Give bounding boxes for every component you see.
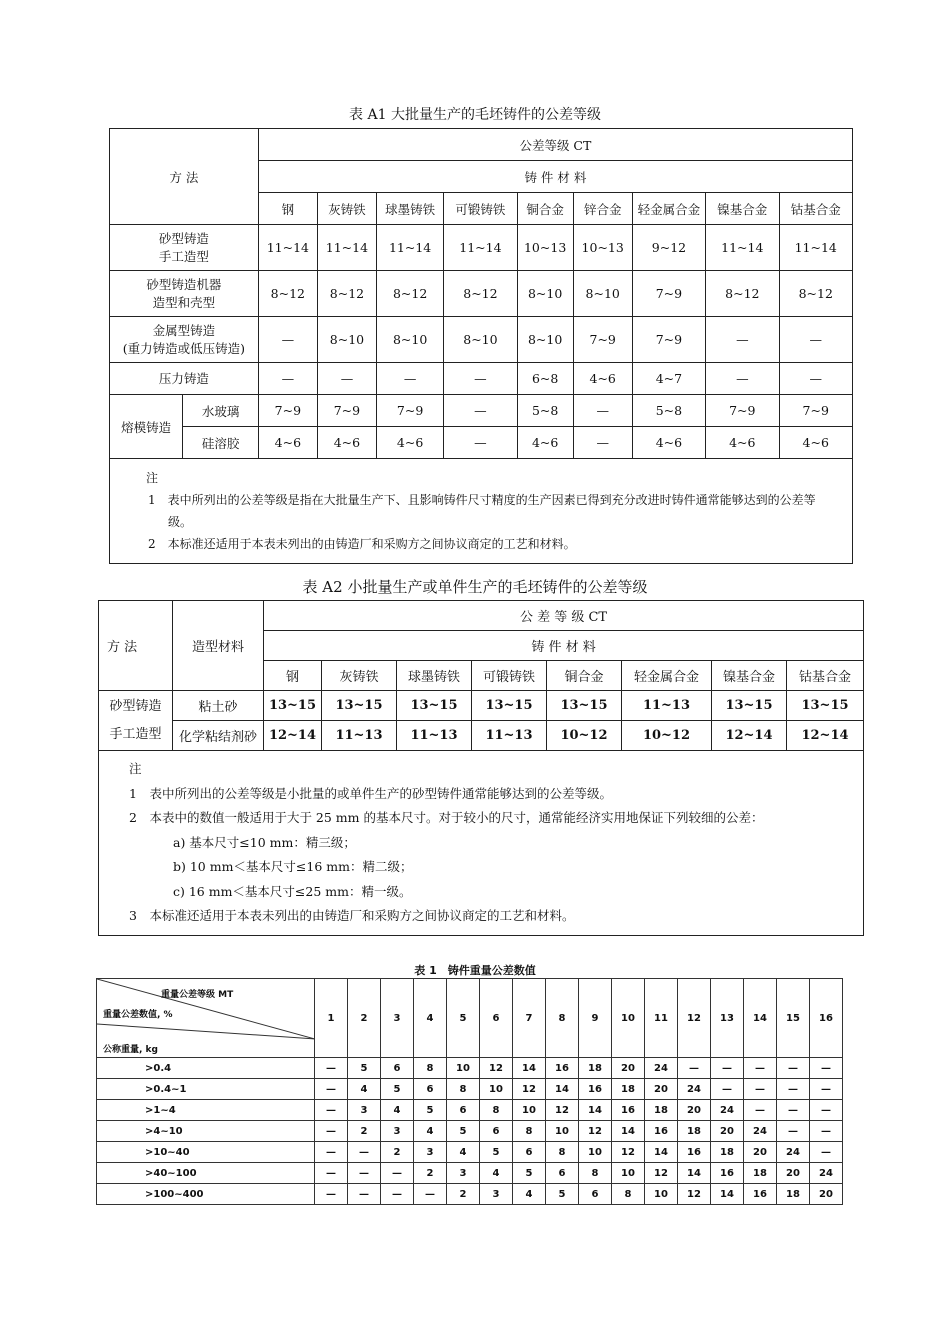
grade-cell: 11~14 bbox=[317, 225, 376, 271]
grade-cell: 11~14 bbox=[444, 225, 517, 271]
tolerance-cell: 4 bbox=[414, 1121, 447, 1142]
grade-cell: 10~12 bbox=[622, 721, 712, 751]
table-row bbox=[97, 1184, 843, 1205]
grade-cell: 4~6 bbox=[706, 427, 779, 459]
grade-cell: 11~14 bbox=[258, 225, 317, 271]
tolerance-cell: 16 bbox=[744, 1184, 777, 1205]
grade-cell: — bbox=[706, 363, 779, 395]
tolerance-cell: — bbox=[678, 1058, 711, 1079]
table-a1-title: 表 A1 大批量生产的毛坯铸件的公差等级 bbox=[349, 107, 601, 123]
tolerance-cell: 24 bbox=[810, 1163, 843, 1184]
tolerance-cell: 24 bbox=[744, 1121, 777, 1142]
grade-cell: 8~12 bbox=[444, 271, 517, 317]
header-row bbox=[99, 601, 864, 631]
grade-header: 10 bbox=[612, 979, 645, 1058]
method-cell: 砂型铸造机器 造型和壳型 bbox=[110, 271, 259, 317]
grade-cell: 8~10 bbox=[317, 317, 376, 363]
tolerance-cell: — bbox=[777, 1121, 810, 1142]
table-row bbox=[97, 1142, 843, 1163]
tolerance-cell: — bbox=[777, 1058, 810, 1079]
tolerance-cell: — bbox=[711, 1079, 744, 1100]
notes bbox=[99, 751, 864, 936]
material-name: 可锻铸铁 bbox=[472, 661, 547, 691]
notes-label: 注 bbox=[129, 761, 142, 776]
tolerance-cell: 14 bbox=[579, 1100, 612, 1121]
tolerance-cell: — bbox=[744, 1100, 777, 1121]
grade-header: 4 bbox=[414, 979, 447, 1058]
tolerance-cell: 14 bbox=[711, 1184, 744, 1205]
tolerance-cell: — bbox=[348, 1142, 381, 1163]
tolerance-cell: 16 bbox=[711, 1163, 744, 1184]
tolerance-cell: — bbox=[810, 1079, 843, 1100]
method-cell: 砂型铸造 手工造型 bbox=[110, 225, 259, 271]
tolerance-cell: — bbox=[315, 1058, 348, 1079]
tolerance-cell: 6 bbox=[513, 1142, 546, 1163]
grade-cell: 4~6 bbox=[632, 427, 705, 459]
grade-cell: 11~14 bbox=[706, 225, 779, 271]
tolerance-cell: 8 bbox=[546, 1142, 579, 1163]
tolerance-cell: 10 bbox=[513, 1100, 546, 1121]
tolerance-cell: 14 bbox=[513, 1058, 546, 1079]
tolerance-cell: 20 bbox=[744, 1142, 777, 1163]
tolerance-cell: 20 bbox=[645, 1079, 678, 1100]
grade-cell: — bbox=[444, 363, 517, 395]
tolerance-cell: 24 bbox=[777, 1142, 810, 1163]
tolerance-cell: 3 bbox=[381, 1121, 414, 1142]
weight-range: >4~10 bbox=[97, 1121, 315, 1142]
notes bbox=[110, 459, 853, 564]
tolerance-cell: 8 bbox=[447, 1079, 480, 1100]
tolerance-cell: 12 bbox=[579, 1121, 612, 1142]
material-name: 轻金属合金 bbox=[622, 661, 712, 691]
tolerance-cell: 12 bbox=[612, 1142, 645, 1163]
grade-cell: 10~12 bbox=[547, 721, 622, 751]
grade-cell: 7~9 bbox=[779, 395, 853, 427]
material-header: 铸 件 材 料 bbox=[258, 161, 852, 193]
grade-cell: 13~15 bbox=[397, 691, 472, 721]
grade-cell: — bbox=[444, 395, 517, 427]
grade-cell: 7~9 bbox=[573, 317, 632, 363]
tolerance-cell: 4 bbox=[513, 1184, 546, 1205]
grade-header: 12 bbox=[678, 979, 711, 1058]
tolerance-cell: 24 bbox=[645, 1058, 678, 1079]
grade-cell: 4~6 bbox=[317, 427, 376, 459]
tolerance-cell: — bbox=[348, 1184, 381, 1205]
notes-row bbox=[110, 459, 853, 564]
tolerance-cell: 6 bbox=[579, 1184, 612, 1205]
grade-cell: 4~7 bbox=[632, 363, 705, 395]
grade-cell: 4~6 bbox=[779, 427, 853, 459]
tolerance-cell: 18 bbox=[711, 1142, 744, 1163]
grade-header: 15 bbox=[777, 979, 810, 1058]
tolerance-cell: 3 bbox=[480, 1184, 513, 1205]
tolerance-cell: — bbox=[711, 1058, 744, 1079]
tolerance-cell: — bbox=[810, 1142, 843, 1163]
grade-header: 8 bbox=[546, 979, 579, 1058]
grade-cell: 4~6 bbox=[258, 427, 317, 459]
tolerance-cell: 8 bbox=[612, 1184, 645, 1205]
tolerance-cell: 12 bbox=[678, 1184, 711, 1205]
table-row bbox=[110, 317, 853, 363]
grade-header: 2 bbox=[348, 979, 381, 1058]
tolerance-cell: 18 bbox=[678, 1121, 711, 1142]
grade-cell: — bbox=[706, 317, 779, 363]
method-header: 方 法 bbox=[99, 601, 173, 691]
grade-cell: 11~14 bbox=[779, 225, 853, 271]
tolerance-cell: 16 bbox=[678, 1142, 711, 1163]
tolerance-cell: 10 bbox=[612, 1163, 645, 1184]
grade-header: 13 bbox=[711, 979, 744, 1058]
grade-header: 5 bbox=[447, 979, 480, 1058]
grade-header: 9 bbox=[579, 979, 612, 1058]
tolerance-cell: — bbox=[315, 1142, 348, 1163]
tolerance-cell: 10 bbox=[447, 1058, 480, 1079]
material-name: 镍基合金 bbox=[706, 193, 779, 225]
grade-cell: 13~15 bbox=[264, 691, 322, 721]
tolerance-cell: — bbox=[810, 1121, 843, 1142]
grade-cell: 5~8 bbox=[517, 395, 573, 427]
tolerance-cell: 16 bbox=[546, 1058, 579, 1079]
tolerance-cell: — bbox=[315, 1100, 348, 1121]
material-name: 灰铸铁 bbox=[317, 193, 376, 225]
grade-cell: 6~8 bbox=[517, 363, 573, 395]
note-1: 1 表中所列出的公差等级是指在大批量生产下、且影响铸件尺寸精度的生产因素已得到充分改进时铸件通常能够达到的公差等级。 bbox=[148, 493, 816, 529]
tolerance-cell: 12 bbox=[645, 1163, 678, 1184]
grade-cell: 7~9 bbox=[632, 271, 705, 317]
tolerance-cell: — bbox=[381, 1184, 414, 1205]
tolerance-cell: 3 bbox=[414, 1142, 447, 1163]
tolerance-cell: 12 bbox=[546, 1100, 579, 1121]
grade-cell: — bbox=[444, 427, 517, 459]
grade-cell: 13~15 bbox=[547, 691, 622, 721]
table-row bbox=[110, 395, 853, 427]
table-a2-title: 表 A2 小批量生产或单件生产的毛坯铸件的公差等级 bbox=[302, 578, 648, 596]
grade-cell: 12~14 bbox=[264, 721, 322, 751]
material-header: 铸 件 材 料 bbox=[264, 631, 864, 661]
tolerance-cell: 6 bbox=[480, 1121, 513, 1142]
tolerance-cell: 18 bbox=[612, 1079, 645, 1100]
weight-range: >40~100 bbox=[97, 1163, 315, 1184]
note-2c: c) 16 mm＜基本尺寸≤25 mm：精一级。 bbox=[173, 883, 412, 899]
tolerance-cell: 5 bbox=[447, 1121, 480, 1142]
material-name: 铜合金 bbox=[547, 661, 622, 691]
tolerance-cell: 14 bbox=[678, 1163, 711, 1184]
tolerance-cell: 5 bbox=[348, 1058, 381, 1079]
material-name: 钢 bbox=[264, 661, 322, 691]
tolerance-cell: 4 bbox=[348, 1079, 381, 1100]
material-name: 钢 bbox=[258, 193, 317, 225]
tolerance-cell: — bbox=[315, 1121, 348, 1142]
tolerance-cell: 4 bbox=[480, 1163, 513, 1184]
diagonal-header bbox=[97, 979, 315, 1058]
tolerance-cell: 12 bbox=[480, 1058, 513, 1079]
tolerance-cell: — bbox=[315, 1184, 348, 1205]
sub-method-cell: 硅溶胶 bbox=[183, 427, 258, 459]
grade-header: 6 bbox=[480, 979, 513, 1058]
grade-header: 公差等级 CT bbox=[258, 129, 852, 161]
method-cell: 熔模铸造 bbox=[110, 395, 183, 459]
grade-cell: — bbox=[573, 427, 632, 459]
table-row bbox=[110, 271, 853, 317]
tolerance-cell: 8 bbox=[414, 1058, 447, 1079]
table-row bbox=[97, 1058, 843, 1079]
tolerance-cell: 14 bbox=[546, 1079, 579, 1100]
tolerance-cell: 24 bbox=[678, 1079, 711, 1100]
tolerance-cell: 8 bbox=[480, 1100, 513, 1121]
tolerance-cell: 6 bbox=[447, 1100, 480, 1121]
tolerance-cell: 5 bbox=[414, 1100, 447, 1121]
grade-header: 3 bbox=[381, 979, 414, 1058]
tolerance-cell: 20 bbox=[777, 1163, 810, 1184]
grade-header: 16 bbox=[810, 979, 843, 1058]
note-2: 2 本标准还适用于本表未列出的由铸造厂和采购方之间协议商定的工艺和材料。 bbox=[148, 537, 576, 551]
tolerance-cell: 18 bbox=[645, 1100, 678, 1121]
tolerance-cell: 18 bbox=[579, 1058, 612, 1079]
tolerance-cell: 20 bbox=[810, 1184, 843, 1205]
method-cell: 压力铸造 bbox=[110, 363, 259, 395]
tolerance-cell: 2 bbox=[348, 1121, 381, 1142]
notes-label: 注 bbox=[146, 471, 159, 485]
material-name: 钴基合金 bbox=[787, 661, 864, 691]
note-1: 1 表中所列出的公差等级是小批量的或单件生产的砂型铸件通常能够达到的公差等级。 bbox=[129, 785, 612, 801]
material-name: 锌合金 bbox=[573, 193, 632, 225]
grade-cell: 7~9 bbox=[258, 395, 317, 427]
grade-cell: 11~13 bbox=[622, 691, 712, 721]
grade-cell: 5~8 bbox=[632, 395, 705, 427]
tolerance-cell: 4 bbox=[447, 1142, 480, 1163]
note-2b: b) 10 mm＜基本尺寸≤16 mm：精二级； bbox=[173, 859, 413, 874]
tolerance-cell: 2 bbox=[381, 1142, 414, 1163]
grade-cell: 11~13 bbox=[322, 721, 397, 751]
tolerance-cell: 4 bbox=[381, 1100, 414, 1121]
tolerance-cell: 20 bbox=[678, 1100, 711, 1121]
grade-cell: 4~6 bbox=[376, 427, 443, 459]
tolerance-cell: 3 bbox=[348, 1100, 381, 1121]
grade-cell: 13~15 bbox=[472, 691, 547, 721]
sub-method-cell: 化学粘结剂砂 bbox=[173, 721, 264, 751]
method-header: 方 法 bbox=[110, 129, 259, 225]
material-name: 钴基合金 bbox=[779, 193, 853, 225]
table-row bbox=[110, 427, 853, 459]
grade-cell: — bbox=[258, 317, 317, 363]
grade-cell: — bbox=[258, 363, 317, 395]
method-cell: 金属型铸造 (重力铸造或低压铸造) bbox=[110, 317, 259, 363]
tolerance-cell: 10 bbox=[480, 1079, 513, 1100]
material-name: 轻金属合金 bbox=[632, 193, 705, 225]
tolerance-cell: — bbox=[414, 1184, 447, 1205]
grade-cell: 9~12 bbox=[632, 225, 705, 271]
grade-cell: 8~10 bbox=[376, 317, 443, 363]
grade-cell: — bbox=[779, 363, 853, 395]
weight-range: >100~400 bbox=[97, 1184, 315, 1205]
weight-range: >0.4~1 bbox=[97, 1079, 315, 1100]
tolerance-cell: — bbox=[810, 1058, 843, 1079]
grade-cell: 4~6 bbox=[517, 427, 573, 459]
sub-method-cell: 粘土砂 bbox=[173, 691, 264, 721]
grade-header: 14 bbox=[744, 979, 777, 1058]
grade-cell: 10~13 bbox=[573, 225, 632, 271]
tolerance-cell: 2 bbox=[447, 1184, 480, 1205]
grade-cell: 11~13 bbox=[397, 721, 472, 751]
notes-row bbox=[99, 751, 864, 936]
tolerance-cell: — bbox=[315, 1079, 348, 1100]
grade-cell: 8~12 bbox=[317, 271, 376, 317]
tolerance-cell: 5 bbox=[513, 1163, 546, 1184]
grade-header: 11 bbox=[645, 979, 678, 1058]
grade-cell: 12~14 bbox=[712, 721, 787, 751]
grade-cell: 8~10 bbox=[517, 317, 573, 363]
tolerance-cell: 20 bbox=[711, 1121, 744, 1142]
table-a1 bbox=[109, 128, 853, 564]
table-row bbox=[97, 1100, 843, 1121]
tolerance-cell: 10 bbox=[546, 1121, 579, 1142]
material-name: 镍基合金 bbox=[712, 661, 787, 691]
method-cell: 砂型铸造 手工造型 bbox=[99, 691, 173, 751]
table-row bbox=[99, 691, 864, 721]
diag-mid-label: 重量公差数值, % bbox=[103, 1010, 173, 1020]
header-row bbox=[97, 979, 843, 1058]
tolerance-cell: 5 bbox=[480, 1142, 513, 1163]
note-2a: a) 基本尺寸≤10 mm：精三级； bbox=[173, 834, 356, 850]
tolerance-cell: 8 bbox=[579, 1163, 612, 1184]
table-1-title: 表 1 铸件重量公差数值 bbox=[414, 964, 536, 977]
tolerance-cell: — bbox=[744, 1079, 777, 1100]
table-row bbox=[110, 363, 853, 395]
tolerance-cell: 2 bbox=[414, 1163, 447, 1184]
weight-range: >1~4 bbox=[97, 1100, 315, 1121]
note-2: 2 本表中的数值一般适用于大于 25 mm 的基本尺寸。对于较小的尺寸，通常能经济实用地保证下列较细的公差： bbox=[129, 810, 764, 825]
table-1 bbox=[96, 978, 843, 1205]
weight-range: >10~40 bbox=[97, 1142, 315, 1163]
diag-top-label: 重量公差等级 MT bbox=[161, 990, 234, 1000]
header-row bbox=[110, 129, 853, 161]
grade-cell: 8~10 bbox=[517, 271, 573, 317]
grade-cell: 13~15 bbox=[322, 691, 397, 721]
table-row bbox=[110, 225, 853, 271]
grade-cell: 7~9 bbox=[706, 395, 779, 427]
grade-cell: 11~14 bbox=[376, 225, 443, 271]
grade-cell: 13~15 bbox=[712, 691, 787, 721]
table-row bbox=[97, 1079, 843, 1100]
grade-cell: 8~10 bbox=[573, 271, 632, 317]
tolerance-cell: 18 bbox=[777, 1184, 810, 1205]
tolerance-cell: 12 bbox=[513, 1079, 546, 1100]
tolerance-cell: — bbox=[777, 1100, 810, 1121]
table-row bbox=[97, 1121, 843, 1142]
grade-cell: 10~13 bbox=[517, 225, 573, 271]
note-3: 3 本标准还适用于本表未列出的由铸造厂和采购方之间协议商定的工艺和材料。 bbox=[129, 908, 575, 923]
tolerance-cell: 24 bbox=[711, 1100, 744, 1121]
tolerance-cell: 6 bbox=[381, 1058, 414, 1079]
tolerance-cell: — bbox=[315, 1163, 348, 1184]
tolerance-cell: 14 bbox=[645, 1142, 678, 1163]
diag-bottom-label: 公称重量, kg bbox=[103, 1045, 158, 1055]
tolerance-cell: 18 bbox=[744, 1163, 777, 1184]
tolerance-cell: — bbox=[810, 1100, 843, 1121]
grade-cell: — bbox=[317, 363, 376, 395]
material-name: 可锻铸铁 bbox=[444, 193, 517, 225]
tolerance-cell: — bbox=[381, 1163, 414, 1184]
tolerance-cell: 10 bbox=[579, 1142, 612, 1163]
tolerance-cell: 20 bbox=[612, 1058, 645, 1079]
tolerance-cell: 14 bbox=[612, 1121, 645, 1142]
grade-cell: 7~9 bbox=[376, 395, 443, 427]
grade-cell: 7~9 bbox=[632, 317, 705, 363]
tolerance-cell: 6 bbox=[546, 1163, 579, 1184]
tolerance-cell: — bbox=[744, 1058, 777, 1079]
grade-cell: — bbox=[376, 363, 443, 395]
tolerance-cell: — bbox=[348, 1163, 381, 1184]
material-name: 球墨铸铁 bbox=[376, 193, 443, 225]
grade-header: 7 bbox=[513, 979, 546, 1058]
tolerance-cell: 3 bbox=[447, 1163, 480, 1184]
material-name: 铜合金 bbox=[517, 193, 573, 225]
tolerance-cell: 6 bbox=[414, 1079, 447, 1100]
table-row bbox=[97, 1163, 843, 1184]
grade-cell: 8~12 bbox=[779, 271, 853, 317]
grade-cell: 8~10 bbox=[444, 317, 517, 363]
tolerance-cell: 8 bbox=[513, 1121, 546, 1142]
tolerance-cell: 16 bbox=[612, 1100, 645, 1121]
grade-header: 公 差 等 级 CT bbox=[264, 601, 864, 631]
tolerance-cell: 5 bbox=[381, 1079, 414, 1100]
material-name: 球墨铸铁 bbox=[397, 661, 472, 691]
tolerance-cell: 16 bbox=[645, 1121, 678, 1142]
table-row bbox=[99, 721, 864, 751]
table-a2 bbox=[98, 600, 864, 936]
grade-cell: 7~9 bbox=[317, 395, 376, 427]
grade-cell: — bbox=[573, 395, 632, 427]
tolerance-cell: 5 bbox=[546, 1184, 579, 1205]
grade-cell: 8~12 bbox=[258, 271, 317, 317]
tolerance-cell: 16 bbox=[579, 1079, 612, 1100]
grade-cell: 8~12 bbox=[376, 271, 443, 317]
sub-method-cell: 水玻璃 bbox=[183, 395, 258, 427]
grade-cell: 11~13 bbox=[472, 721, 547, 751]
grade-cell: 13~15 bbox=[787, 691, 864, 721]
grade-cell: — bbox=[779, 317, 853, 363]
grade-cell: 4~6 bbox=[573, 363, 632, 395]
grade-cell: 12~14 bbox=[787, 721, 864, 751]
weight-range: >0.4 bbox=[97, 1058, 315, 1079]
grade-header: 1 bbox=[315, 979, 348, 1058]
material-col-header: 造型材料 bbox=[173, 601, 264, 691]
material-name: 灰铸铁 bbox=[322, 661, 397, 691]
grade-cell: 8~12 bbox=[706, 271, 779, 317]
tolerance-cell: 10 bbox=[645, 1184, 678, 1205]
tolerance-cell: — bbox=[777, 1079, 810, 1100]
